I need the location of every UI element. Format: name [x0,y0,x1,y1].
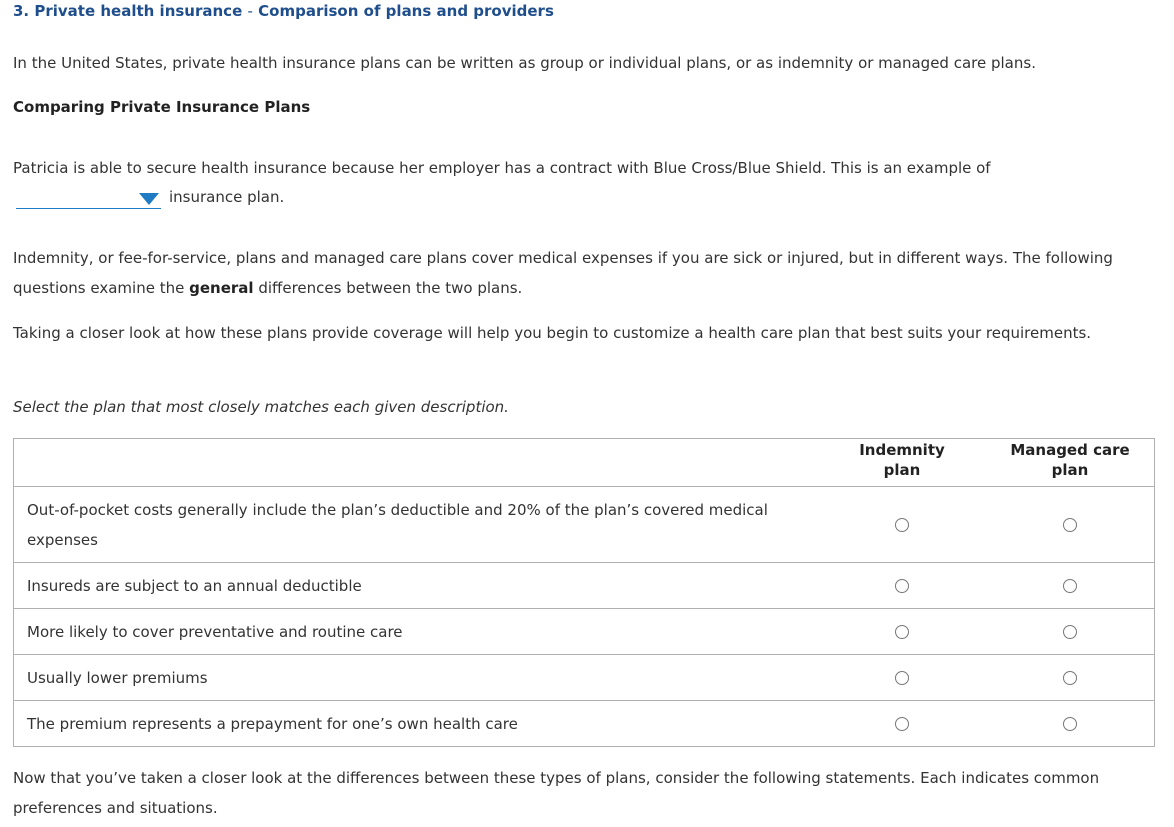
indemnity-radio[interactable] [895,671,909,685]
indemnity-radio[interactable] [895,518,909,532]
row-description [14,487,819,563]
table-row [14,701,1155,747]
row-description: Usually lower premiums [14,655,819,701]
indemnity-radio[interactable] [895,579,909,593]
indemnity-option-cell [818,609,986,655]
paragraph-plan-differences [13,243,1113,303]
managed-care-option-cell [986,701,1155,747]
indemnity-option-cell [818,701,986,747]
row-description: The premium represents a prepayment for one’s own health care [14,701,819,747]
managed-care-option-cell [986,487,1155,563]
table-row [14,487,1155,563]
table-row [14,609,1155,655]
row-description-text: Out-of-pocket costs generally include the plan’s deductible and 20% of the plan’s covered medical expenses [27,500,768,549]
table-row [14,563,1155,609]
line2-before: questions examine the [13,279,185,297]
paragraph-closer-look: Taking a closer look at how these plans provide coverage will help you begin to customize a health care plan that best suits your requirements. [13,324,1092,342]
header-description-cell [14,439,819,487]
section-heading: Comparing Private Insurance Plans [13,98,311,116]
header-indemnity-plan [818,439,986,487]
closing-paragraph [13,763,1099,823]
header-indemnity-line1: Indemnity [859,441,945,459]
managed-care-option-cell [986,655,1155,701]
managed-care-radio[interactable] [1063,579,1077,593]
row-description: Insureds are subject to an annual deductible [14,563,819,609]
indemnity-option-cell [818,563,986,609]
question1-suffix: insurance plan. [169,188,285,206]
row-description: More likely to cover preventative and routine care [14,609,819,655]
general-bold-text: general [189,279,254,297]
dropdown-arrow-icon [139,193,159,205]
plan-type-dropdown[interactable] [16,186,161,209]
header-managed-line2: plan [1051,461,1089,479]
table-instruction: Select the plan that most closely matches each given description. [13,398,509,416]
question1-text: Patricia is able to secure health insurance because her employer has a contract with Blue Cross/Blue Shield. This is an example of [13,159,991,177]
question-title [13,2,554,20]
header-managed-care-plan [986,439,1155,487]
question-topic: Private health insurance [34,2,243,20]
line2-after: differences between the two plans. [258,279,523,297]
table-row [14,655,1155,701]
question-number: 3. [13,2,30,20]
managed-care-radio[interactable] [1063,625,1077,639]
indemnity-radio[interactable] [895,625,909,639]
indemnity-option-cell [818,487,986,563]
plan-matching-table [13,438,1155,747]
question-subtopic: Comparison of plans and providers [258,2,554,20]
title-separator: - [247,2,253,20]
indemnity-radio[interactable] [895,717,909,731]
managed-care-radio[interactable] [1063,518,1077,532]
closing-line1: Now that you’ve taken a closer look at the differences between these types of plans, consider the following statements. Each indicates common [13,769,1100,787]
managed-care-radio[interactable] [1063,717,1077,731]
indemnity-option-cell [818,655,986,701]
managed-care-option-cell [986,563,1155,609]
header-managed-line1: Managed care [1010,441,1130,459]
paragraph-line1: Indemnity, or fee-for-service, plans and managed care plans cover medical expenses if you are sick or injured, but in different ways. The following [13,249,1113,267]
intro-text: In the United States, private health insurance plans can be written as group or individual plans, or as indemnity or managed care plans. [13,54,1036,72]
managed-care-option-cell [986,609,1155,655]
header-indemnity-line2: plan [883,461,921,479]
closing-line2: preferences and situations. [13,799,218,817]
paragraph-line2 [13,273,1113,303]
managed-care-radio[interactable] [1063,671,1077,685]
